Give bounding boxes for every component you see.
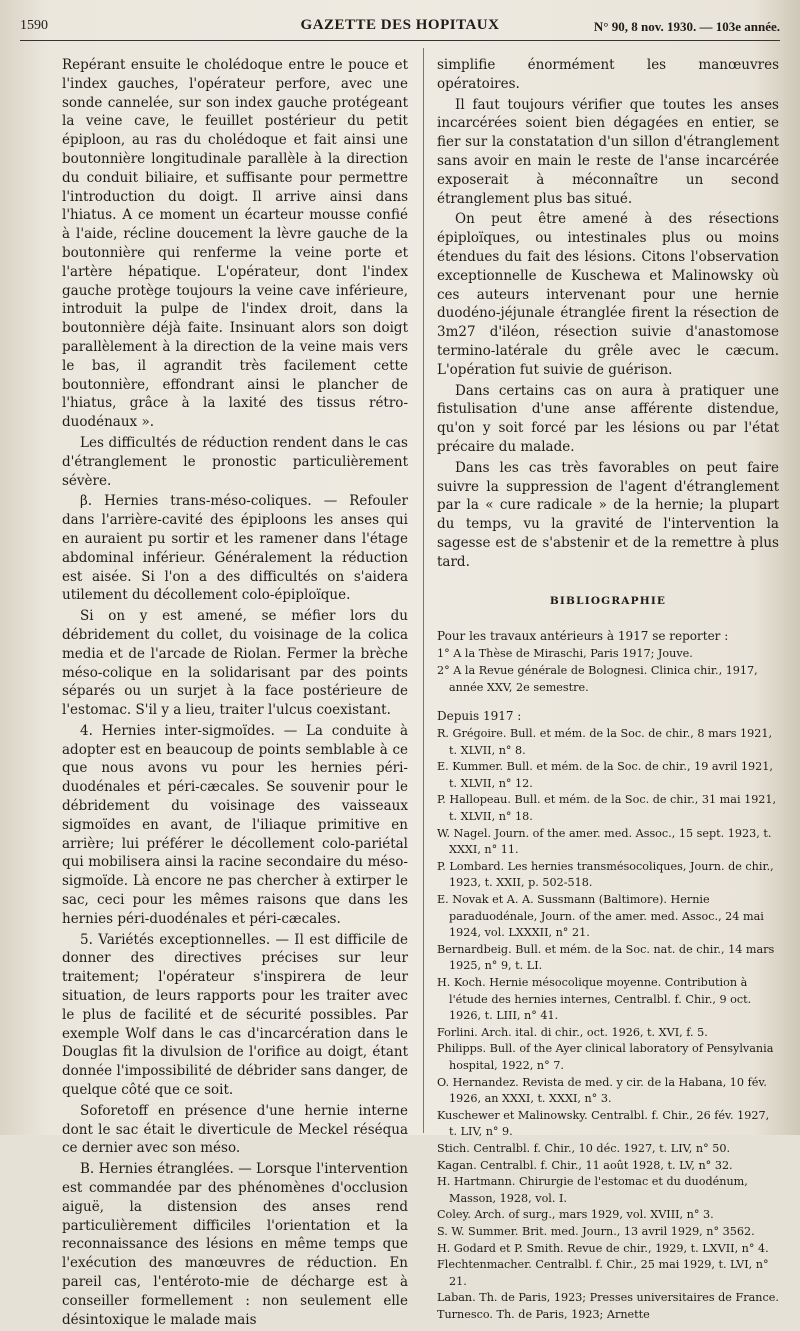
- bibliography-entry: Kuschewer et Malinowsky. Centralbl. f. Chir., 26 fév. 1927, t. LIV, n° 9.: [437, 1108, 770, 1139]
- bibliography-entry: H. Godard et P. Smith. Revue de chir., 1929, t. LXVII, n° 4.: [437, 1241, 769, 1255]
- paragraph: Il faut toujours vérifier que toutes les anses incarcérées soient bien dégagées en entier, se fier sur la constatation d'un sillon d'étranglement sans avoir en main le reste de l'anse incarcérée exposerait à méconnaître un second étranglement plus bas situé.: [437, 96, 779, 207]
- page-number: 1590: [20, 18, 48, 33]
- paragraph: On peut être amené à des résections épiploïques, ou intestinales plus ou moins étendues du fait des lésions. Citons l'observation exceptionnelle de Kuschewa et Malinowsky où ces auteurs intervenant pour une hernie duodéno-jéjunale étranglée firent la résection de 3m27 d'iléon, résection suivie d'anastomose termino-latérale du grêle avec le cæcum. L'opération fut suivie de guérison.: [437, 211, 779, 378]
- bibliography-entry: P. Lombard. Les hernies transmésocoliques, Journ. de chir., 1923, t. XXII, p. 502-518.: [437, 859, 774, 890]
- page-header: [20, 14, 780, 40]
- bibliography-entry: Kagan. Centralbl. f. Chir., 11 août 1928, t. LV, n° 32.: [437, 1158, 733, 1172]
- paragraph: Dans certains cas on aura à pratiquer une fistulisation d'une anse afférente distendue, qu'on y soit forcé par les lésions ou par l'état précaire du malade.: [437, 382, 779, 455]
- journal-title: GAZETTE DES HOPITAUX: [300, 17, 500, 33]
- paragraph: Soforetoff en présence d'une hernie interne dont le sac était le diverticule de Meckel réséqua ce dernier avec son méso.: [62, 1102, 408, 1157]
- paragraph: simplifie énormément les manœuvres opératoires.: [437, 57, 779, 92]
- bibliography-entry: Philipps. Bull. of the Ayer clinical laboratory of Pensylvania hospital, 1922, n° 7.: [437, 1042, 774, 1072]
- issue-info: N° 90, 8 nov. 1930. — 103e année.: [593, 19, 780, 34]
- bibliography-entry: P. Hallopeau. Bull. et mém. de la Soc. de chir., 31 mai 1921, t. XLVII, n° 18.: [437, 793, 777, 824]
- bibliography-intro-list: [437, 646, 779, 696]
- bibliography-entry: Laban. Th. de Paris, 1923; Presses universitaires de France.: [437, 1291, 779, 1305]
- paragraph: Si on y est amené, se méfier lors du débridement du collet, du voisinage de la colica media et de l'arcade de Riolan. Fermer la brèche méso-colique en la solidarisant par des points séparés ou un surjet à la face postérieure de l'estomac. S'il y a lieu, traiter l'ulcus coexistant.: [62, 608, 408, 719]
- bibliography-entry: W. Nagel. Journ. of the amer. med. Assoc., 15 sept. 1923, t. XXXI, n° 11.: [437, 826, 772, 857]
- bibliography-since: Depuis 1917 :: [437, 709, 522, 724]
- bibliography-entry: Turnesco. Th. de Paris, 1923; Arnette: [437, 1307, 650, 1321]
- bibliography-entry: H. Koch. Hernie mésocolique moyenne. Contribution à l'étude des hernies internes, Centralbl. f. Chir., 9 oct. 1926, t. LIII, n° 41.: [437, 976, 752, 1023]
- left-column: [62, 56, 408, 1331]
- bibliography-entry: Coley. Arch. of surg., mars 1929, vol. XVIII, n° 3.: [437, 1208, 714, 1222]
- bibliography-title: BIBLIOGRAPHIE: [549, 594, 667, 607]
- bibliography-entry: Forlini. Arch. ital. di chir., oct. 1926, t. XVI, f. 5.: [437, 1025, 708, 1039]
- bibliography-intro: Pour les travaux antérieurs à 1917 se reporter :: [437, 629, 729, 644]
- bibliography-entry: R. Grégoire. Bull. et mém. de la Soc. de chir., 8 mars 1921, t. XLVII, n° 8.: [437, 727, 773, 757]
- paragraph: Dans les cas très favorables on peut faire suivre la suppression de l'agent d'étranglement par la « cure radicale » de la hernie; la plupart du temps, vu la gravité de l'intervention la sagesse est de s'abstenir et de la remettre à plus tard.: [437, 459, 779, 570]
- bibliography-entry: E. Kummer. Bull. et mém. de la Soc. de chir., 19 avril 1921, t. XLVII, n° 12.: [437, 760, 773, 790]
- bibliography-entry: Flechtenmacher. Centralbl. f. Chir., 25 mai 1929, t. LVI, n° 21.: [437, 1258, 769, 1288]
- header-rule: [20, 40, 780, 41]
- bibliography-intro-item: 2° A la Revue générale de Bolognesi. Clinica chir., 1917, année XXV, 2e semestre.: [437, 663, 758, 694]
- bibliography-intro-item: 1° A la Thèse de Miraschi, Paris 1917; Jouve.: [437, 647, 693, 661]
- bibliography-entry: Bernardbeig. Bull. et mém. de la Soc. nat. de chir., 14 mars 1925, n° 9, t. LI.: [437, 942, 775, 973]
- bibliography-entry: H. Hartmann. Chirurgie de l'estomac et du duodénum, Masson, 1928, vol. I.: [437, 1175, 748, 1205]
- bibliography-entry: S. W. Summer. Brit. med. Journ., 13 avril 1929, n° 3562.: [437, 1224, 755, 1238]
- paragraph: B. Hernies étranglées. — Lorsque l'intervention est commandée par des phénomènes d'occlusion aiguë, la distension des anses rend particulièrement difficiles l'orientation et la reconnaissance des lésions en même temps que l'exécution des manœuvres de réduction. En pareil cas, l'entéroto-mie de décharge est à conseiller formellement : non seulement elle désintoxique le malade mais: [62, 1161, 408, 1328]
- paragraph: 5. Variétés exceptionnelles. — Il est difficile de donner des directives précises sur leur traitement; l'opérateur s'inspirera de leur situation, de leurs rapports pour les traiter avec le plus de facilité et de sécurité possibles. Par exemple Wolf dans le cas d'incarcération dans le Douglas fit la divulsion de l'orifice au doigt, étant donnée l'impossibilité de débrider sans danger, de quelque côté que ce soit.: [62, 931, 408, 1099]
- paragraph: Repérant ensuite le cholédoque entre le pouce et l'index gauches, l'opérateur perfore, avec une sonde cannelée, sur son index gauche protégeant la veine cave, le feuillet postérieur du petit épiploon, au ras du cholédoque et fait ainsi une boutonnière longitudinale parallèle à la direction du conduit biliaire, et suffisante pour permettre l'introduction du doigt. Il arrive ainsi dans l'hiatus. A ce moment un écarteur mousse confié à l'aide, récline doucement la lèvre gauche de la boutonnière qui renferme la veine porte et l'artère hépatique. L'opérateur, dont l'index gauche protège toujours la veine cave inférieure, introduit la pulpe de l'index droit, dans la boutonnière déjà faite. Insinuant alors son doigt parallèlement à la direction de la veine mais vers le bas, il agrandit très facilement cette boutonnière, effondrant ainsi le plancher de l'hiatus, grâce à la laxité des tissus rétro-duodénaux ».: [62, 57, 408, 431]
- bibliography-list: [437, 726, 779, 1323]
- bibliography-entry: Stich. Centralbl. f. Chir., 10 déc. 1927, t. LIV, n° 50.: [437, 1141, 731, 1155]
- paragraph: β. Hernies trans-méso-coliques. — Refouler dans l'arrière-cavité des épiploons les anses qui en auraient pu sortir et les ramener dans l'étage abdominal inférieur. Généralement la réduction est aisée. Si l'on a des difficultés on s'aidera utilement du décollement colo-épiploïque.: [62, 493, 408, 604]
- paragraph: 4. Hernies inter-sigmoïdes. — La conduite à adopter est en beaucoup de points semblable à ce que nous avons vu pour les hernies péri-duodénales et péri-cæcales. Se souvenir pour le débridement du voisinage des vaisseaux sigmoïdes en avant, de l'iliaque primitive en arrière; lui préférer le décollement colo-pariétal qui mobilisera ainsi la racine secondaire du méso-sigmoïde. Là encore ne pas chercher à extirper le sac, ceci pour les mêmes raisons que dans les hernies péri-duodénales et péri-cæcales.: [62, 722, 408, 927]
- right-column: [437, 56, 779, 1323]
- bibliography-entry: O. Hernandez. Revista de med. y cir. de la Habana, 10 fév. 1926, an XXXI, t. XXXI, n° 3.: [437, 1075, 767, 1106]
- paragraph: Les difficultés de réduction rendent dans le cas d'étranglement le pronostic particulièrement sévère.: [62, 434, 408, 489]
- bibliography-entry: E. Novak et A. A. Sussmann (Baltimore). Hernie paraduodénale, Journ. of the amer. med. Assoc., 24 mai 1924, vol. LXXXII, n° 21.: [437, 893, 764, 940]
- column-divider: [423, 48, 424, 1133]
